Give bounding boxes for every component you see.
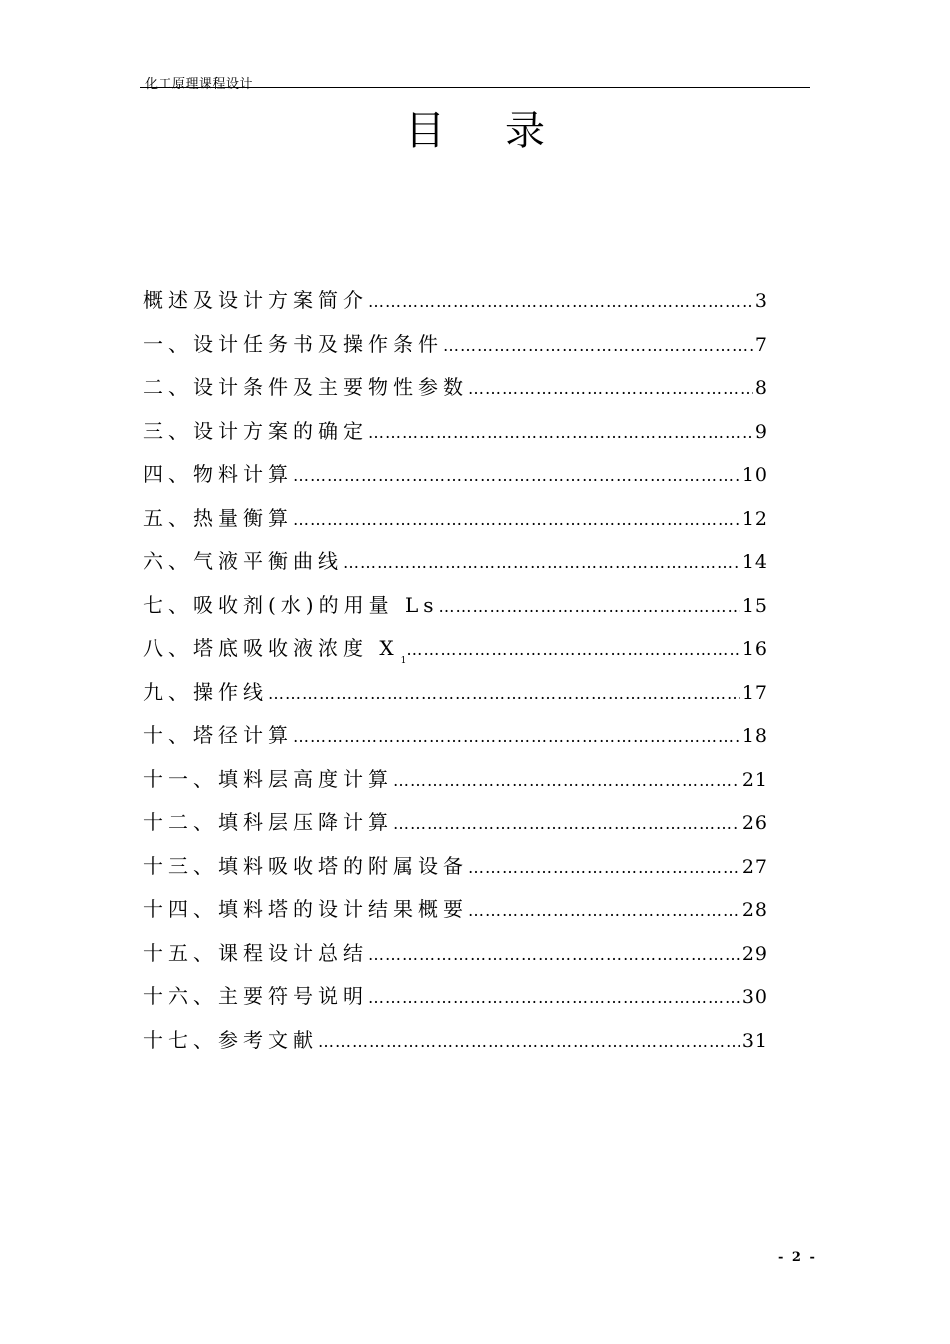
- toc-entry-page-number: 30: [741, 986, 768, 1008]
- toc-entry-page-number: 10: [741, 464, 768, 486]
- toc-entry-page-number: 28: [741, 899, 768, 921]
- toc-entry-label: 八、塔底吸收液浓度 X: [143, 636, 399, 660]
- toc-dot-leader: [318, 1025, 740, 1059]
- toc-entry[interactable]: [143, 283, 768, 327]
- toc-entry[interactable]: [143, 501, 768, 545]
- toc-entry-label: 十五、课程设计总结: [143, 940, 368, 965]
- toc-entry[interactable]: [143, 892, 768, 936]
- toc-dot-leader: [393, 807, 740, 841]
- toc-entry[interactable]: [143, 370, 768, 414]
- toc-entry-label: 九、操作线: [143, 679, 268, 704]
- toc-entry[interactable]: [143, 544, 768, 588]
- toc-entry-label: 十三、填料吸收塔的附属设备: [143, 853, 468, 878]
- toc-entry-page-number: 29: [741, 942, 768, 965]
- toc-entry-page-number: 9: [754, 420, 768, 443]
- toc-entry[interactable]: [143, 805, 768, 849]
- toc-entry-page-number: 21: [741, 768, 768, 791]
- toc-entry-page-number: 26: [741, 812, 768, 834]
- toc-dot-leader: [368, 938, 740, 972]
- toc-entry-label: 十二、填科层压降计算: [143, 810, 393, 834]
- toc-entry-label: 十七、参考文献: [143, 1027, 318, 1052]
- toc-entry[interactable]: [143, 457, 768, 501]
- toc-entry-label: 七、吸收剂(水)的用量 Ls: [143, 592, 439, 617]
- toc-entry-subscript: 1: [400, 656, 407, 666]
- toc-dot-leader: [293, 720, 740, 754]
- toc-entry[interactable]: [143, 979, 768, 1023]
- toc-dot-leader: [468, 894, 740, 928]
- toc-dot-leader: [293, 503, 740, 537]
- toc-entry-label: 四、物料计算: [143, 462, 293, 486]
- header-divider: [140, 87, 810, 88]
- toc-entry-page-number: 16: [741, 638, 768, 660]
- toc-entry[interactable]: [143, 718, 768, 762]
- toc-entry-label: 二、设计条件及主要物性参数: [143, 375, 468, 399]
- toc-entry[interactable]: [143, 327, 768, 371]
- toc-entry-label: 一、设计任务书及操作条件: [143, 331, 443, 356]
- toc-entry-page-number: 15: [741, 594, 768, 617]
- toc-entry-page-number: 7: [754, 333, 768, 356]
- toc-entry-page-number: 8: [754, 377, 768, 399]
- toc-dot-leader: [293, 459, 740, 493]
- toc-entry[interactable]: [143, 762, 768, 806]
- toc-entry-page-number: 12: [741, 507, 768, 530]
- toc-dot-leader: [406, 633, 739, 667]
- toc-entry-page-number: 17: [741, 681, 768, 704]
- toc-entry-label: 六、气液平衡曲线: [143, 549, 343, 573]
- toc-dot-leader: [443, 329, 753, 363]
- toc-entry-label: 概述及设计方案简介: [143, 288, 368, 312]
- toc-dot-leader: [368, 416, 753, 450]
- toc-entry[interactable]: [143, 936, 768, 980]
- toc-entry-label: 五、热量衡算: [143, 505, 293, 530]
- toc-dot-leader: [368, 981, 740, 1015]
- toc-entry[interactable]: [143, 588, 768, 632]
- toc-entry-label: 十六、主要符号说明: [143, 984, 368, 1008]
- toc-entry-page-number: 3: [754, 290, 768, 312]
- page-number: - 2 -: [778, 1250, 817, 1265]
- toc-entry-label: 三、设计方案的确定: [143, 418, 368, 443]
- toc-dot-leader: [468, 372, 753, 406]
- toc-dot-leader: [343, 546, 740, 580]
- page-title-char-1: 目: [405, 108, 445, 154]
- toc-entry-page-number: 31: [741, 1029, 768, 1052]
- toc-dot-leader: [393, 764, 740, 798]
- page-title: [0, 103, 950, 159]
- toc-entry-label: 十一、填料层高度计算: [143, 766, 393, 791]
- toc-entry[interactable]: [143, 414, 768, 458]
- toc-entry[interactable]: [143, 631, 768, 675]
- toc-entry[interactable]: [143, 1023, 768, 1067]
- page-title-char-2: 录: [505, 108, 545, 154]
- toc-dot-leader: [468, 851, 740, 885]
- toc-entry[interactable]: [143, 675, 768, 719]
- table-of-contents: [143, 283, 768, 1066]
- toc-entry-label: 十四、填料塔的设计结果概要: [143, 897, 468, 921]
- toc-dot-leader: [439, 590, 740, 624]
- toc-entry-page-number: 27: [741, 855, 768, 878]
- toc-entry-page-number: 18: [741, 725, 768, 747]
- toc-entry-label: 十、塔径计算: [143, 723, 293, 747]
- running-header: 化工原理课程设计: [145, 77, 254, 92]
- toc-dot-leader: [268, 677, 740, 711]
- toc-dot-leader: [368, 285, 753, 319]
- toc-entry-page-number: 14: [741, 551, 768, 573]
- toc-entry[interactable]: [143, 849, 768, 893]
